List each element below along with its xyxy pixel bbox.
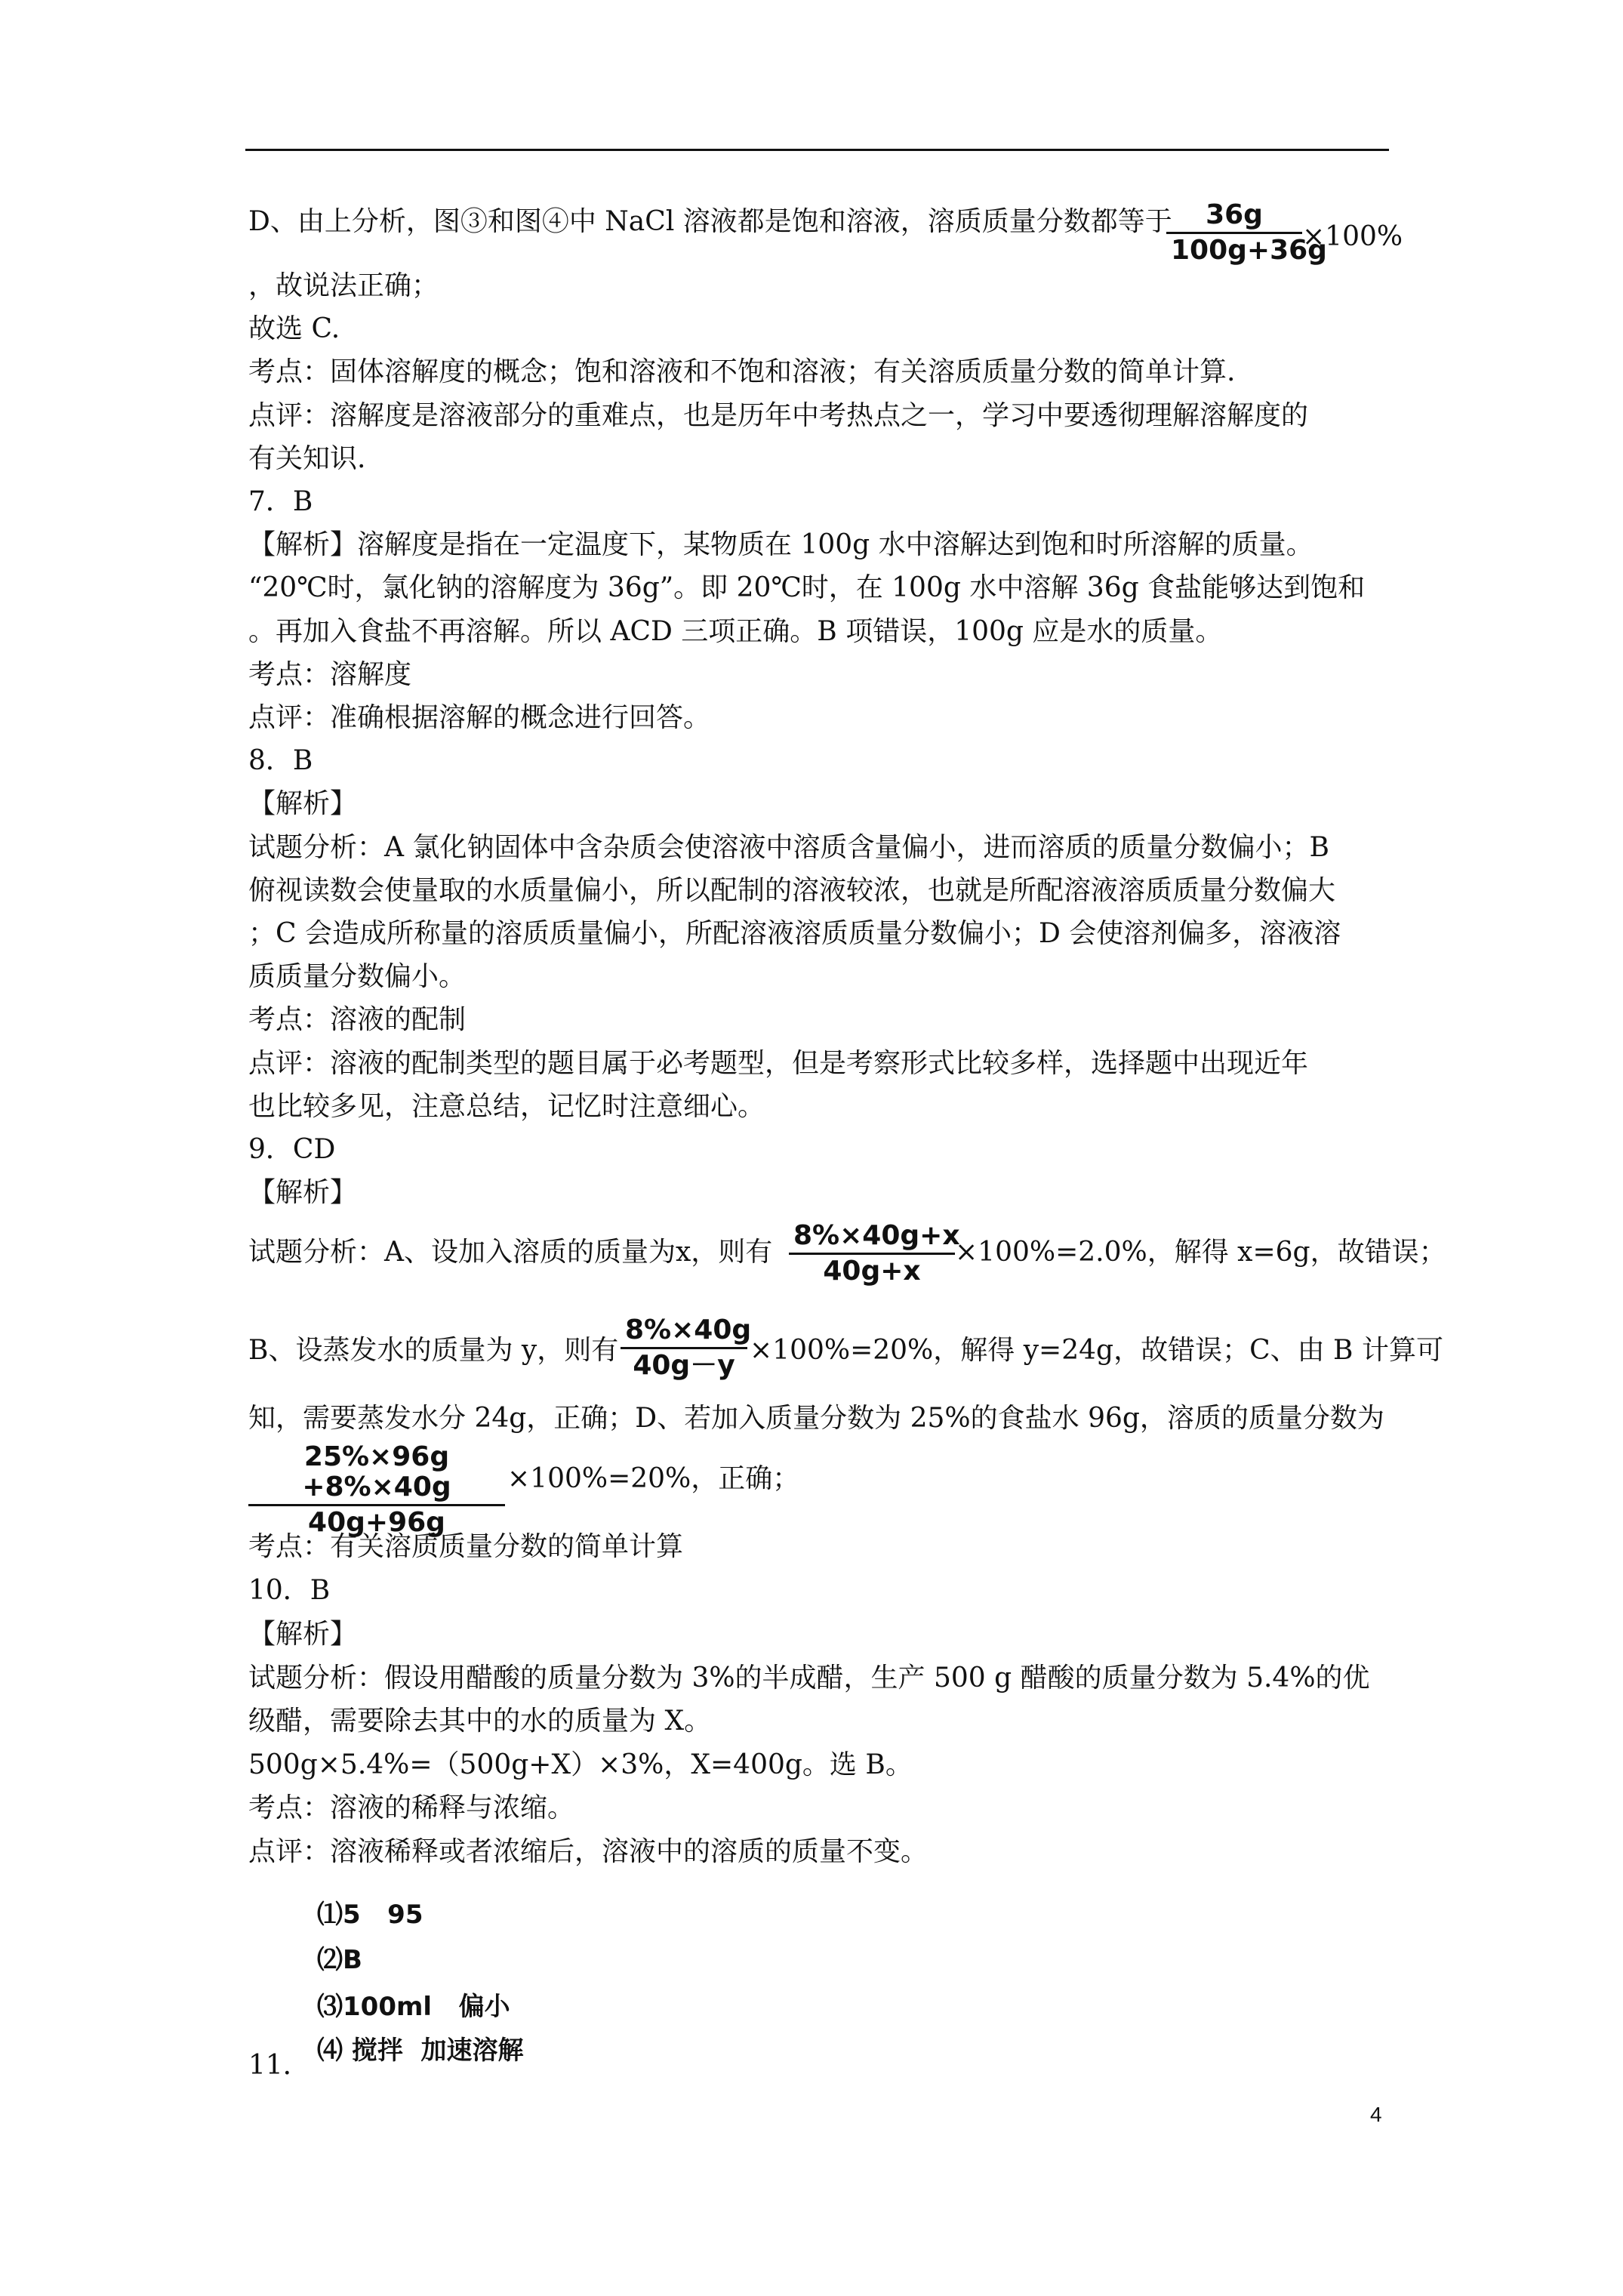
fraction-numerator: 8%×40g+x	[793, 1220, 960, 1251]
text-line: 试题分析：假设用醋酸的质量分数为 3%的半成醋，生产 500 g 醋酸的质量分数为 5.4%的优	[248, 1663, 1370, 1693]
fraction-numerator: 8%×40g	[625, 1314, 752, 1345]
text-segment: B、设蒸发水的质量为 y，则有	[248, 1335, 619, 1366]
text-line: 点评：溶液稀释或者浓缩后，溶液中的溶质的质量不变。	[248, 1836, 929, 1867]
fraction-bar	[789, 1253, 955, 1255]
text-line: “20℃时，氯化钠的溶解度为 36g”。即 20℃时，在 100g 水中溶解 36g 食盐能够达到饱和	[248, 572, 1366, 603]
text-line: 级醋，需要除去其中的水的质量为 X。	[248, 1706, 712, 1737]
fraction-4	[248, 1442, 505, 1538]
text-segment: ×100%=20%，正确；	[507, 1463, 800, 1494]
fraction-denominator: 40g－y	[633, 1350, 735, 1381]
text-line	[248, 1333, 618, 1369]
text-line: 点评：溶液的配制类型的题目属于必考题型，但是考察形式比较多样，选择题中出现近年	[248, 1048, 1309, 1079]
text-line	[248, 204, 1172, 240]
text-line: 。再加入食盐不再溶解。所以 ACD 三项正确。B 项错误，100g 应是水的质量。	[248, 616, 1223, 647]
text-line: 质质量分数偏小。	[248, 961, 467, 992]
fraction-bar	[1166, 232, 1302, 234]
question-number: 8．B	[248, 745, 313, 776]
text-line: 500g×5.4%=（500g+X）×3%，X=400g。选 B。	[248, 1749, 913, 1780]
fraction-numerator: 25%×96g +8%×40g	[302, 1441, 451, 1502]
question-number: 7．B	[248, 486, 313, 517]
text-line: 【解析】	[248, 788, 358, 819]
question-number: 10．B	[248, 1575, 331, 1606]
fraction-numerator: 36g	[1206, 199, 1263, 230]
text-line	[955, 1234, 1446, 1271]
fraction-bar	[248, 1504, 505, 1506]
answer-item-1: ⑴5 95	[317, 1900, 423, 1930]
fraction-2	[789, 1220, 960, 1287]
answer-item-3: ⑶100ml 偏小	[317, 1992, 510, 2022]
text-line: 考点：溶液的稀释与浓缩。	[248, 1792, 575, 1823]
text-line: ；C 会造成所称量的溶质质量偏小，所配溶液溶质质量分数偏小；D 会使溶剂偏多，溶液溶	[248, 918, 1341, 949]
text-line: 俯视读数会使量取的水质量偏小，所以配制的溶液较浓，也就是所配溶液溶质质量分数偏大	[248, 875, 1336, 906]
text-line	[750, 1333, 1443, 1369]
text-segment: ×100%=20%，解得 y=24g，故错误；C、由 B 计算可	[750, 1335, 1443, 1366]
text-line: 也比较多见，注意总结，记忆时注意细心。	[248, 1091, 765, 1122]
text-line: 点评：准确根据溶解的概念进行回答。	[248, 702, 711, 733]
text-line: 考点：固体溶解度的概念；饱和溶液和不饱和溶液；有关溶质质量分数的简单计算.	[248, 356, 1236, 387]
text-segment: D、由上分析，图③和图④中 NaCl 溶液都是饱和溶液，溶质质量分数都等于	[248, 206, 1172, 237]
text-line: 【解析】溶解度是指在一定温度下，某物质在 100g 水中溶解达到饱和时所溶解的质量。	[248, 529, 1313, 560]
text-line: 点评：溶解度是溶液部分的重难点，也是历年中考热点之一，学习中要透彻理解溶解度的	[248, 400, 1309, 431]
fraction-denominator: 40g+96g	[308, 1507, 445, 1538]
text-line: 故选 C.	[248, 313, 340, 344]
text-segment: ×100%	[1302, 221, 1403, 252]
text-line: ，故说法正确；	[248, 270, 439, 301]
text-line: 【解析】	[248, 1177, 358, 1208]
text-line	[1302, 219, 1403, 255]
question-number: 9．CD	[248, 1134, 336, 1165]
text-line: 考点：溶液的配制	[248, 1004, 467, 1035]
text-line: 考点：有关溶质质量分数的简单计算	[248, 1531, 684, 1562]
answer-item-2: ⑵B	[317, 1945, 362, 1975]
text-line	[507, 1461, 799, 1497]
text-line: 有关知识.	[248, 443, 366, 474]
question-number: 11．	[248, 2050, 310, 2081]
fraction-denominator: 100g+36g	[1171, 235, 1327, 266]
text-segment: 试题分析：A、设加入溶质的质量为x，则有	[248, 1237, 773, 1268]
header-rule	[245, 149, 1389, 151]
fraction-1	[1166, 199, 1327, 266]
fraction-denominator: 40g+x	[823, 1256, 921, 1287]
text-line: 考点：溶解度	[248, 659, 412, 690]
page-number: 4	[1370, 2103, 1382, 2126]
fraction-3	[621, 1314, 752, 1381]
answer-item-4: ⑷ 搅拌 加速溶解	[317, 2036, 524, 2066]
text-segment: ×100%=2.0%，解得 x=6g，故错误；	[955, 1237, 1446, 1268]
text-line: 试题分析：A 氯化钠固体中含杂质会使溶液中溶质含量偏小，进而溶质的质量分数偏小；B	[248, 832, 1329, 863]
fraction-bar	[621, 1347, 747, 1349]
text-line	[248, 1234, 772, 1271]
text-line: 【解析】	[248, 1619, 358, 1650]
text-line: 知，需要蒸发水分 24g，正确；D、若加入质量分数为 25%的食盐水 96g，溶质的质量分数为	[248, 1403, 1384, 1434]
